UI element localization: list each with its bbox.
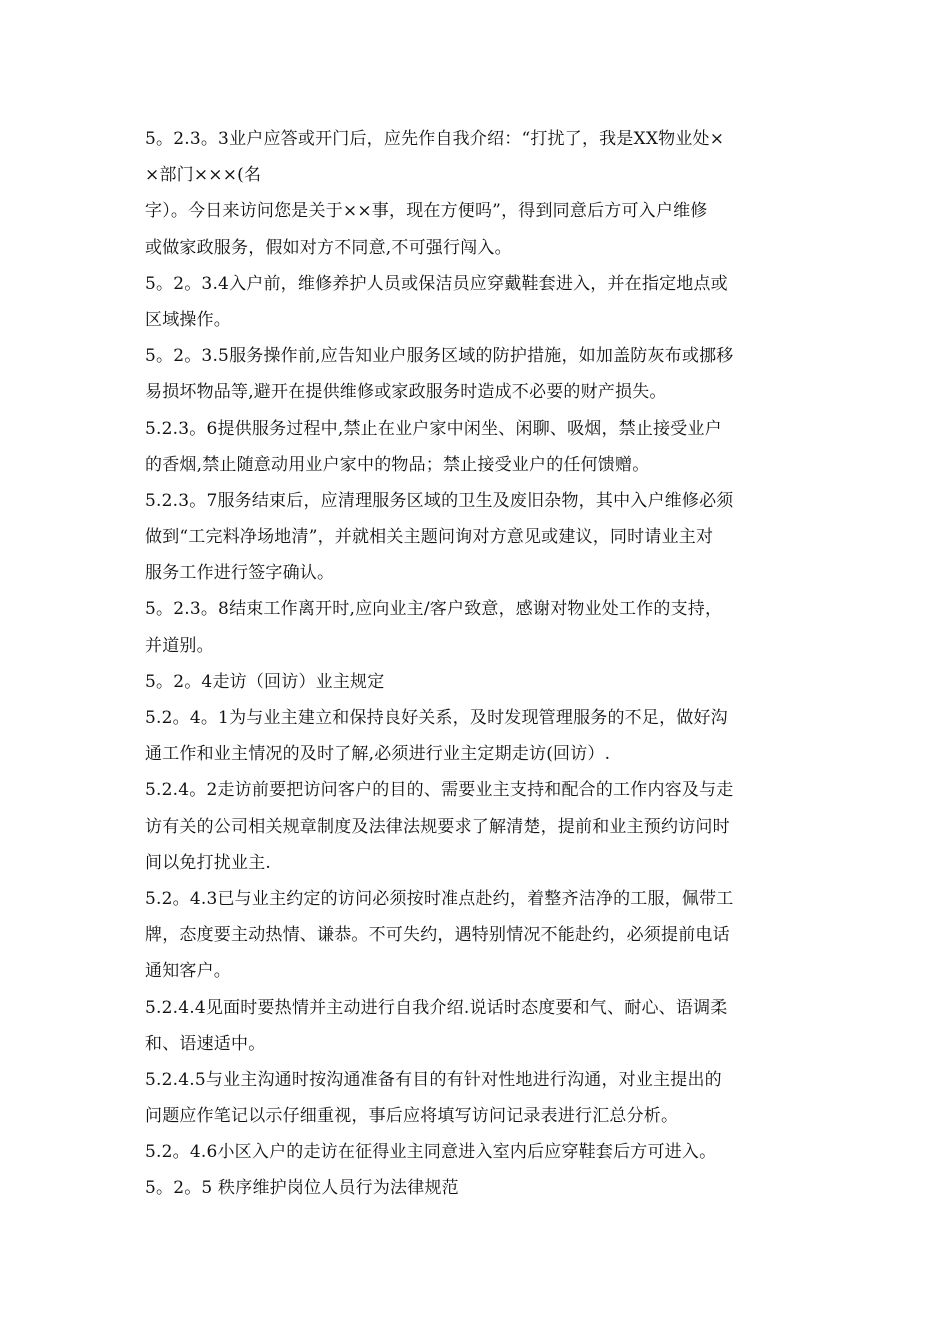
text-line: 的香烟,禁止随意动用业户家中的物品；禁止接受业户的任何馈赠。	[145, 454, 650, 475]
text-line: 服务工作进行签字确认。	[145, 563, 335, 584]
text-line: 5.2.3。7服务结束后，应清理服务区域的卫生及废旧杂物，其中入户维修必须	[145, 490, 734, 511]
text-line: 5.2。4.3已与业主约定的访问必须按时准点赴约，着整齐洁净的工服，佩带工	[145, 888, 734, 909]
text-line: 问题应作笔记以示仔细重视，事后应将填写访问记录表进行汇总分析。	[145, 1106, 679, 1127]
text-line: 做到“工完料净场地清”，并就相关主题问询对方意见或建议，同时请业主对	[145, 527, 714, 548]
text-line: 5.2。4.6小区入户的走访在征得业主同意进入室内后应穿鞋套后方可进入。	[145, 1142, 717, 1163]
text-line: 5。2.3。8结束工作离开时,应向业主/客户致意，感谢对物业处工作的支持，	[145, 599, 723, 620]
text-line: 通知客户。	[145, 961, 231, 982]
text-line: 5.2.4。2走访前要把访问客户的目的、需要业主支持和配合的工作内容及与走	[145, 780, 734, 801]
text-line: 5.2.3。6提供服务过程中,禁止在业户家中闲坐、闲聊、吸烟，禁止接受业户	[145, 418, 722, 439]
text-line: 易损坏物品等,避开在提供维修或家政服务时造成不必要的财产损失。	[145, 382, 667, 403]
text-line: 通工作和业主情况的及时了解,必须进行业主定期走访(回访）.	[145, 744, 611, 765]
text-line: 5.2.4.5与业主沟通时按沟通准备有目的有针对性地进行沟通，对业主提出的	[145, 1069, 722, 1090]
document-body	[145, 121, 815, 1207]
text-line: 区域操作。	[145, 309, 231, 330]
text-line: 5。2。4走访（回访）业主规定	[145, 671, 385, 692]
text-line: 字）。今日来访问您是关于××事，现在方便吗”，得到同意后方可入户维修	[145, 201, 708, 222]
text-line: 牌，态度要主动热情、谦恭。不可失约，遇特别情况不能赴约，必须提前电话	[145, 925, 730, 946]
text-line: 5。2。3.4入户前，维修养护人员或保洁员应穿戴鞋套进入，并在指定地点或	[145, 273, 728, 294]
text-line: 5。2。5 秩序维护岗位人员行为法律规范	[145, 1178, 459, 1199]
text-line: 和、语速适中。	[145, 1033, 266, 1054]
text-line: 5。2。3.5服务操作前,应告知业户服务区域的防护措施，如加盖防灰布或挪移	[145, 346, 734, 367]
text-line: 访有关的公司相关规章制度及法律法规要求了解清楚，提前和业主预约访问时	[145, 816, 730, 837]
text-line: 5.2.4.4见面时要热情并主动进行自我介绍.说话时态度要和气、耐心、语调柔	[145, 997, 728, 1018]
text-line: 5。2.3。3业户应答或开门后，应先作自我介绍：“打扰了，我是XX物业处×	[145, 129, 725, 149]
text-line: 5.2。4。1为与业主建立和保持良好关系，及时发现管理服务的不足，做好沟	[145, 708, 728, 728]
text-line: 间以免打扰业主.	[145, 852, 272, 873]
text-line: ×部门×××(名	[145, 165, 262, 186]
text-line: 并道别。	[145, 635, 214, 656]
text-line: 或做家政服务，假如对方不同意,不可强行闯入。	[145, 237, 512, 258]
